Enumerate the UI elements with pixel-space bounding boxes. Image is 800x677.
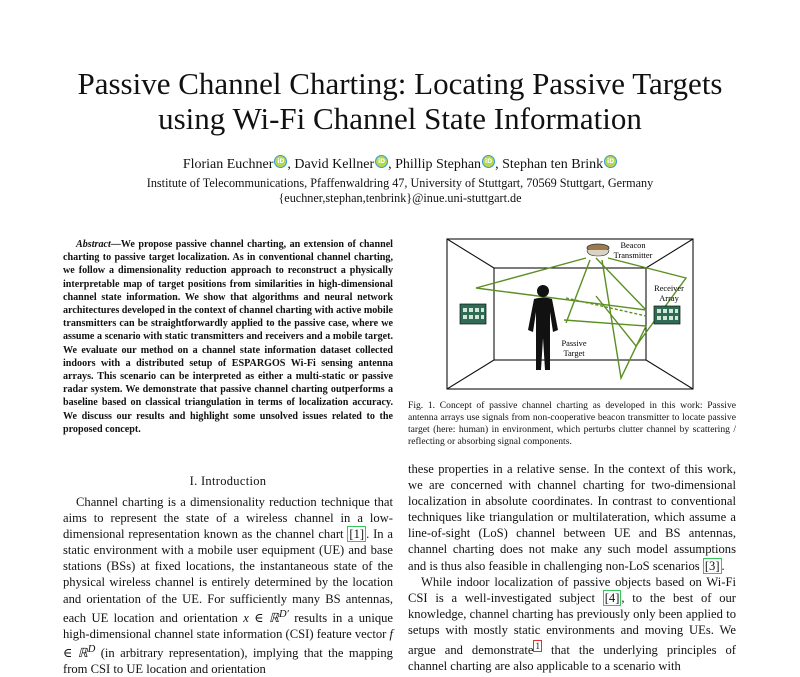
abstract	[63, 238, 393, 436]
beacon-base-icon	[587, 250, 609, 256]
target-label: Target	[563, 349, 585, 358]
left-column-body	[63, 494, 393, 677]
author-name: Phillip Stephan	[395, 157, 482, 172]
room-edge	[646, 360, 693, 389]
text-run: .	[721, 558, 725, 573]
signal-path	[566, 260, 590, 323]
text-run: , to the best of our knowledge, channel charting has previously only been applied to setups with mostly static environments and moving UEs. We argue and demonstrate	[408, 590, 736, 658]
abstract-label: Abstract	[76, 239, 111, 250]
abstract-text: —We propose passive channel charting, an extension of channel charting to passive target localization. As in conventional channel charting, we follow a dimensionality reduction approach to reconstruct a physically interpretable map of target positions from similarities in high-dimensional channel state information. We show that algorithms and neural network architectures developed in the context of channel charting with active mobile transmitters can be straightforwardly applied to the passive case, where we assume a scenario with static transmitters and receivers and a mobile target. We evaluate our method on a channel state information dataset collected indoors with a distributed setup of ESPARGOS Wi-Fi sensing antenna arrays. This scenario can be interpreted as either a multi-static or passive radar system. We demonstrate that passive channel charting outperforms a baseline based on classical triangulation in terms of localization accuracy. We discuss our results and highlight some unsolved issues related to the proposed concept.	[63, 239, 393, 435]
target-label: Passive	[561, 339, 587, 348]
room-edge	[447, 239, 494, 268]
concept-figure	[446, 238, 694, 390]
orcid-icon[interactable]: iD	[375, 155, 388, 168]
receiver-label: Receiver	[654, 284, 684, 293]
antenna-array-left	[460, 304, 486, 324]
antenna-array-right	[654, 284, 684, 324]
author-list	[0, 155, 800, 174]
math-superscript: D′	[278, 608, 289, 620]
author-name: Stephan ten Brink	[502, 157, 604, 172]
beacon-transmitter	[587, 241, 653, 260]
citation-link[interactable]: [1]	[349, 527, 365, 542]
text-run: Channel charting is a dimensionality reduction technique that aims to represent the state of a wireless channel in a low-dimensional representation known as the channel chart	[63, 495, 393, 542]
antenna-array-icon	[654, 306, 680, 324]
paper-title	[0, 66, 800, 136]
signal-path	[566, 298, 646, 316]
paragraph	[408, 461, 736, 574]
room-edge	[447, 360, 494, 389]
passive-target	[528, 285, 587, 370]
math-inline: f ∈ ℝ	[63, 626, 393, 661]
text-run: . In a static environment with a mobile user equipment (UE) and base stations (BSs) at fixed locations, the instantaneous state of the physical wireless channel is entirely determined by the location and orientation of the UE. For sufficiently many BS antennas, each UE location and orientation	[63, 527, 394, 625]
room-edge	[646, 239, 693, 268]
math-superscript: D	[87, 644, 96, 656]
section-heading: I. Introduction	[189, 474, 267, 488]
author-name: David Kellner	[294, 157, 375, 172]
title-line-2: using Wi-Fi Channel State Information	[158, 101, 642, 136]
text-run: these properties in a relative sense. In the context of this work, we are concerned with channel charting for two-dimensional localization in absolute coordinates. In contrast to conventional techniques like triangulation or multilateration, which assume a line-of-sight (LoS) channel between UE and BS antennas, channel charting does not make any such model assumptions and is thus also feasible in challenging non-LoS scenarios	[408, 462, 736, 573]
orcid-icon[interactable]: iD	[604, 155, 617, 168]
citation-link[interactable]: [4]	[604, 590, 620, 605]
antenna-array-icon	[460, 304, 486, 324]
text-run: that the underlying principles of channel charting are also applicable to a scenario with	[408, 643, 736, 674]
author-separator: ,	[388, 157, 396, 172]
orcid-icon[interactable]: iD	[274, 155, 287, 168]
affiliation: Institute of Telecommunications, Pfaffenwaldring 47, University of Stuttgart, 70569 Stuttgart, Germany	[146, 176, 654, 190]
text-run: While indoor localization of passive objects based on Wi-Fi CSI is a well-investigated subject	[408, 574, 736, 605]
beacon-label: Transmitter	[613, 251, 653, 260]
orcid-icon[interactable]: iD	[482, 155, 495, 168]
paragraph	[408, 574, 736, 675]
email: {euchner,stephan,tenbrink}@inue.uni-stuttgart.de	[278, 191, 522, 205]
text-run: results in a unique high-dimensional channel state information (CSI) feature vector	[63, 610, 394, 641]
receiver-label: Array	[659, 294, 679, 303]
author-separator: ,	[495, 157, 503, 172]
figure-caption: Fig. 1. Concept of passive channel charting as developed in this work: Passive antenna arrays use signals from non-cooperative beacon transmitter to locate passive target (here: human) in environment, which perturbs clutter channel by scattering / reflecting or absorbing signal components.	[408, 400, 736, 448]
title-line-1: Passive Channel Charting: Locating Passive Targets	[77, 66, 723, 101]
signal-path	[564, 320, 646, 326]
footnote-link[interactable]: 1	[535, 641, 540, 652]
beacon-label: Beacon	[620, 241, 646, 250]
text-run: (in arbitrary representation), implying that the mapping from CSI to UE location and orientation	[63, 646, 393, 677]
paragraph	[63, 494, 393, 677]
citation-link[interactable]: [3]	[704, 558, 720, 573]
author-name: Florian Euchner	[182, 157, 274, 172]
author-separator: ,	[287, 157, 295, 172]
right-column-body	[408, 461, 736, 674]
math-inline: x ∈ ℝ	[243, 610, 279, 625]
